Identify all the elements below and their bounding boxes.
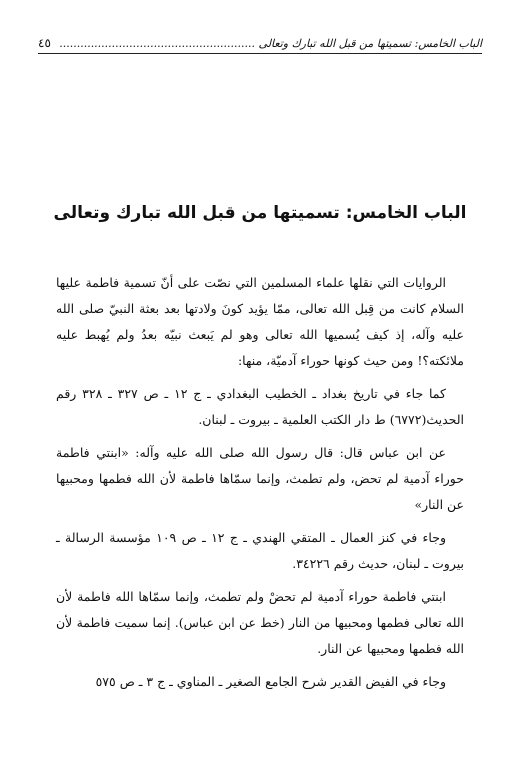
- paragraph: وجاء في كنز العمال ـ المتقي الهندي ـ ج ١٢ ـ ص ١٠٩ مؤسسة الرسالة ـ بيروت ـ لبنان، حديث رقم ٣٤٢٢٦.: [56, 530, 464, 571]
- body-text: [56, 270, 464, 702]
- paragraph: ابنتي فاطمة حوراء آدمية لم تحضْ ولم تطمث، وإنما سمّاها الله فاطمة لأن الله تعالى فطمها ومحبيها من النار (خط عن ابن عباس). إنما سميت فاطمة لأن الله فطمها ومحبيها عن النار.: [56, 589, 464, 656]
- page-number: ٤٥: [38, 36, 51, 50]
- paragraph: كما جاء في تاريخ بغداد ـ الخطيب البغدادي ـ ج ١٢ ـ ص ٣٢٧ ـ ٣٢٨ رقم الحديث(٦٧٧٢) ط دار الكتب العلمية ـ بيروت ـ لبنان.: [56, 386, 464, 427]
- paragraph: الروايات التي نقلها علماء المسلمين التي نصّت على أنّ تسمية فاطمة عليها السلام كانت من قِبل الله تعالى، ممّا يؤيد كونَ ولادتها بعد بعثة النبيّ صلى الله عليه وآله، إذ كيف يُسميها الله تعالى وهو لم يَبعث نبيّه بعدُ ولم يُهبط عليه ملائكته؟! ومن حيث كونها حوراء آدميّة، منها:: [56, 275, 464, 368]
- running-title: الباب الخامس: تسميتها من قبل الله تبارك وتعالى ........................................................: [59, 37, 482, 50]
- paragraph: عن ابن عباس قال: قال رسول الله صلى الله عليه وآله: «ابنتي فاطمة حوراء آدمية لم تحض، ولم تطمث، وإنما سمّاها فاطمة لأن الله فطمها ومحبيها عن النار»: [56, 445, 464, 512]
- paragraph: وجاء في الفيض القدير شرح الجامع الصغير ـ المناوي ـ ج ٣ ـ ص ٥٧٥: [95, 674, 446, 689]
- running-header: [38, 32, 482, 54]
- chapter-title: الباب الخامس: تسميتها من قبل الله تبارك وتعالى: [53, 203, 467, 223]
